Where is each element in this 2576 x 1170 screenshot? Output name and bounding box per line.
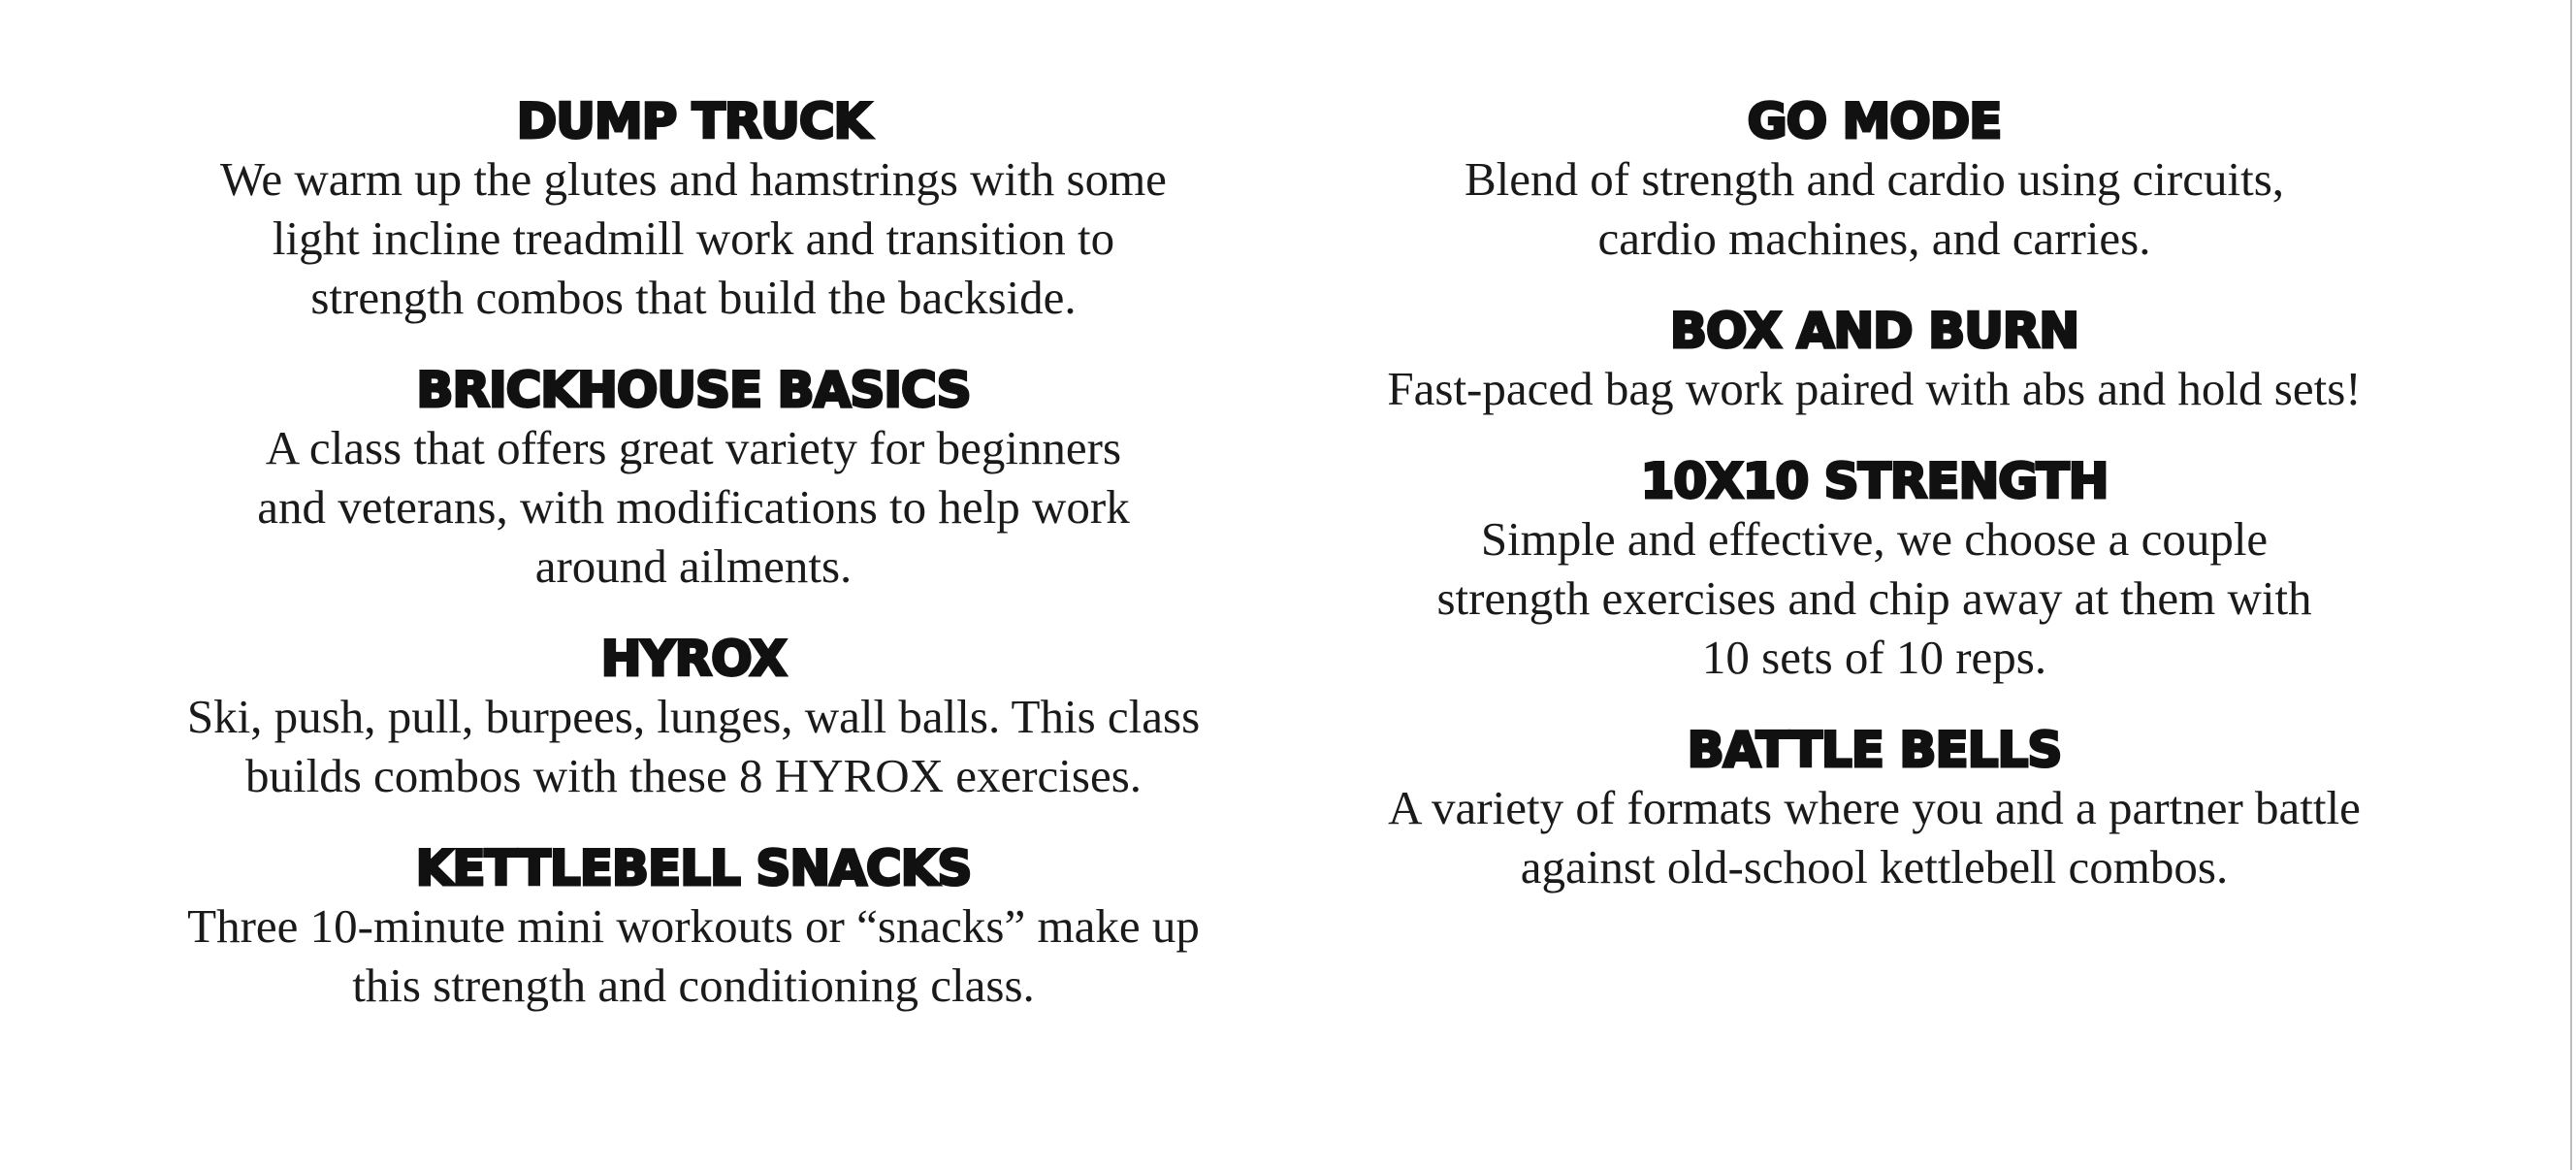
description-line: against old-school kettlebell combos. xyxy=(1520,840,2229,894)
class-title: DUMP TRUCK xyxy=(516,93,871,149)
description-line: this strength and conditioning class. xyxy=(352,959,1035,1012)
class-description xyxy=(145,896,1241,1015)
description-line: strength combos that build the backside. xyxy=(310,271,1077,324)
class-go-mode xyxy=(1324,93,2425,268)
description-line: and veterans, with modifications to help work xyxy=(257,480,1130,534)
class-description xyxy=(1324,509,2425,687)
class-title: BRICKHOUSE BASICS xyxy=(416,362,971,418)
class-description xyxy=(1324,359,2425,418)
description-line: cardio machines, and carries. xyxy=(1597,211,2151,265)
class-description xyxy=(145,418,1241,596)
description-line: Blend of strength and cardio using circuits, xyxy=(1464,152,2285,206)
class-title: HYROX xyxy=(600,631,787,687)
class-10x10-strength xyxy=(1324,453,2425,687)
description-line: strength exercises and chip away at them with xyxy=(1436,571,2312,625)
class-brickhouse-basics xyxy=(145,362,1241,596)
class-hyrox xyxy=(145,631,1241,805)
class-description xyxy=(1324,149,2425,268)
class-description xyxy=(1324,778,2425,896)
description-line: 10 sets of 10 reps. xyxy=(1701,631,2047,684)
description-line: light incline treadmill work and transition to xyxy=(272,211,1115,265)
class-dump-truck xyxy=(145,93,1241,327)
class-description xyxy=(145,149,1241,327)
right-column xyxy=(1324,93,2425,931)
description-line: Simple and effective, we choose a couple xyxy=(1480,512,2269,566)
description-line: Ski, push, pull, burpees, lunges, wall balls. This class xyxy=(186,690,1201,743)
description-line: around ailments. xyxy=(534,539,853,593)
class-box-and-burn xyxy=(1324,303,2425,418)
description-line: Three 10-minute mini workouts or “snacks” make up xyxy=(187,899,1200,953)
page-edge-divider xyxy=(2570,0,2572,1170)
description-line: A variety of formats where you and a partner battle xyxy=(1388,781,2361,834)
class-battle-bells xyxy=(1324,722,2425,896)
class-description xyxy=(145,687,1241,805)
class-title: 10X10 STRENGTH xyxy=(1640,453,2109,509)
left-column xyxy=(145,93,1241,1050)
description-line: Fast-paced bag work paired with abs and hold sets! xyxy=(1387,362,2362,415)
description-line: We warm up the glutes and hamstrings with some xyxy=(220,152,1167,206)
description-line: A class that offers great variety for beginners xyxy=(265,421,1122,474)
class-title: GO MODE xyxy=(1747,93,2002,149)
class-title: KETTLEBELL SNACKS xyxy=(415,840,972,896)
description-line: builds combos with these 8 HYROX exercises. xyxy=(244,749,1143,802)
class-kettlebell-snacks xyxy=(145,840,1241,1015)
class-title: BATTLE BELLS xyxy=(1687,722,2062,778)
class-title: BOX AND BURN xyxy=(1669,303,2079,359)
